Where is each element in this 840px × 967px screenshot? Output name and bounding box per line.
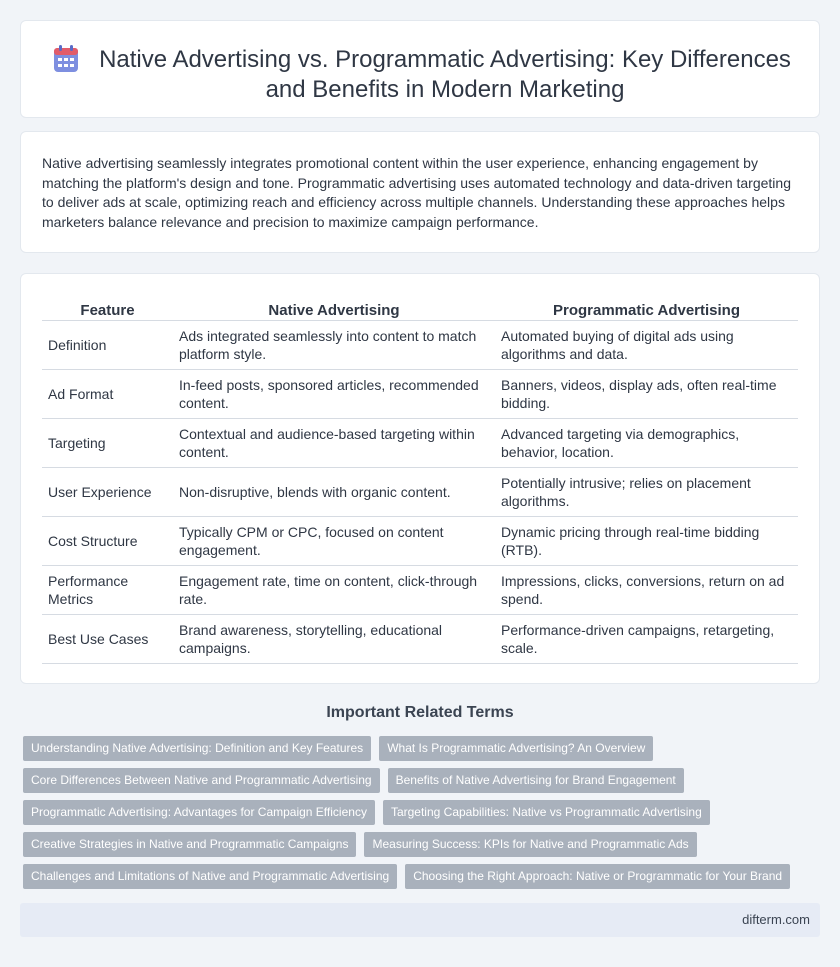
feature-cell: Performance Metrics <box>42 565 173 614</box>
related-term-tag[interactable]: Understanding Native Advertising: Definition and Key Features <box>23 736 371 761</box>
related-terms-heading: Important Related Terms <box>326 704 514 721</box>
programmatic-cell: Potentially intrusive; relies on placement algorithms. <box>495 467 798 516</box>
related-term-tag[interactable]: Choosing the Right Approach: Native or Programmatic for Your Brand <box>405 864 790 889</box>
tag-row <box>23 800 823 825</box>
table-row <box>42 614 798 663</box>
native-cell: Brand awareness, storytelling, educational campaigns. <box>173 614 495 663</box>
programmatic-cell: Performance-driven campaigns, retargeting, scale. <box>495 614 798 663</box>
tag-row <box>23 736 823 761</box>
comparison-table <box>42 296 798 664</box>
intro-card <box>20 131 820 253</box>
feature-cell: Definition <box>42 320 173 369</box>
table-row <box>42 418 798 467</box>
table-row <box>42 369 798 418</box>
native-cell: Non-disruptive, blends with organic content. <box>173 467 495 516</box>
related-term-tag[interactable]: Targeting Capabilities: Native vs Programmatic Advertising <box>383 800 710 825</box>
related-term-tag[interactable]: Creative Strategies in Native and Programmatic Campaigns <box>23 832 356 857</box>
table-row <box>42 320 798 369</box>
column-header-feature: Feature <box>42 296 173 320</box>
feature-cell: User Experience <box>42 467 173 516</box>
programmatic-cell: Dynamic pricing through real-time bidding (RTB). <box>495 516 798 565</box>
feature-cell: Targeting <box>42 418 173 467</box>
tag-row <box>23 768 823 793</box>
column-header-native: Native Advertising <box>173 296 495 320</box>
programmatic-cell: Automated buying of digital ads using algorithms and data. <box>495 320 798 369</box>
related-term-tag[interactable]: Measuring Success: KPIs for Native and Programmatic Ads <box>364 832 696 857</box>
feature-cell: Best Use Cases <box>42 614 173 663</box>
intro-paragraph: Native advertising seamlessly integrates promotional content within the user experience, enhancing engagement by matching the platform's design and tone. Programmatic advertising uses automated technology and data-driven targeting to deliver ads at scale, optimizing reach and efficiency across multiple channels. Understanding these approaches helps marketers balance relevance and precision to maximize campaign performance. <box>42 155 791 230</box>
native-cell: Engagement rate, time on content, click-through rate. <box>173 565 495 614</box>
native-cell: Ads integrated seamlessly into content to match platform style. <box>173 320 495 369</box>
table-header-row <box>42 296 798 320</box>
related-term-tag[interactable]: Programmatic Advertising: Advantages for Campaign Efficiency <box>23 800 375 825</box>
programmatic-cell: Impressions, clicks, conversions, return on ad spend. <box>495 565 798 614</box>
table-row <box>42 516 798 565</box>
table-row <box>42 565 798 614</box>
header-card <box>20 20 820 118</box>
comparison-card <box>20 273 820 684</box>
tag-row <box>23 832 823 857</box>
related-term-tag[interactable]: Challenges and Limitations of Native and Programmatic Advertising <box>23 864 397 889</box>
feature-cell: Ad Format <box>42 369 173 418</box>
related-term-tag[interactable]: Core Differences Between Native and Programmatic Advertising <box>23 768 380 793</box>
related-term-tag[interactable]: Benefits of Native Advertising for Brand Engagement <box>388 768 684 793</box>
feature-cell: Cost Structure <box>42 516 173 565</box>
programmatic-cell: Advanced targeting via demographics, behavior, location. <box>495 418 798 467</box>
page-title: Native Advertising vs. Programmatic Advertising: Key Differences and Benefits in Modern Marketing <box>99 46 791 103</box>
native-cell: In-feed posts, sponsored articles, recommended content. <box>173 369 495 418</box>
programmatic-cell: Banners, videos, display ads, often real-time bidding. <box>495 369 798 418</box>
native-cell: Typically CPM or CPC, focused on content engagement. <box>173 516 495 565</box>
tag-row <box>23 864 823 889</box>
calendar-icon <box>53 45 79 73</box>
related-terms-list <box>23 736 823 896</box>
native-cell: Contextual and audience-based targeting within content. <box>173 418 495 467</box>
table-row <box>42 467 798 516</box>
footer <box>20 903 820 937</box>
site-link[interactable]: difterm.com <box>742 912 810 927</box>
related-term-tag[interactable]: What Is Programmatic Advertising? An Overview <box>379 736 653 761</box>
column-header-programmatic: Programmatic Advertising <box>495 296 798 320</box>
